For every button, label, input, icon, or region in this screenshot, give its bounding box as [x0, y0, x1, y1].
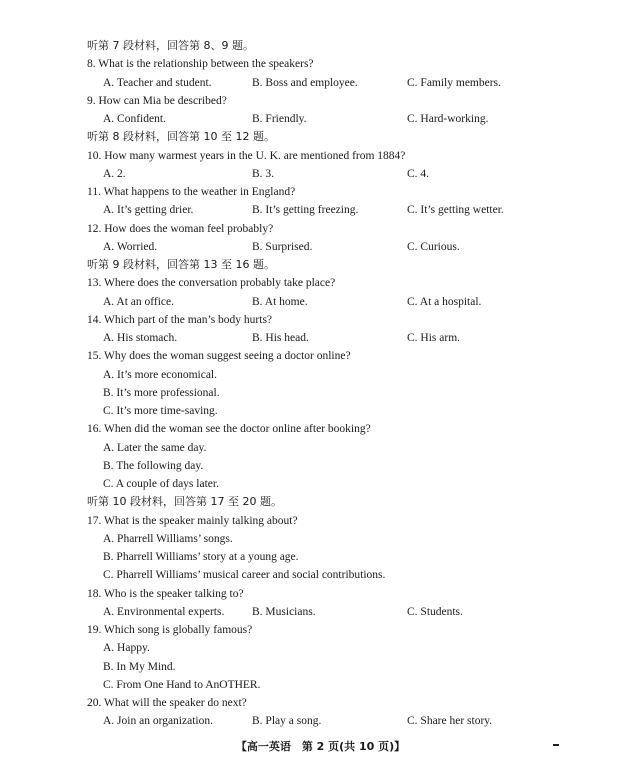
answer-option: B. Play a song. — [252, 715, 322, 728]
answer-option: C. Pharrell Williams’ musical career and social contributions. — [103, 569, 386, 582]
answer-option: A. Later the same day. — [103, 441, 207, 454]
question-text: 8. What is the relationship between the speakers? — [87, 58, 314, 71]
answer-option: C. It’s getting wetter. — [407, 204, 504, 217]
answer-option: A. Environmental experts. — [103, 605, 225, 618]
question-text: 14. Which part of the man’s body hurts? — [87, 313, 273, 326]
answer-option: C. A couple of days later. — [103, 478, 219, 490]
question-text: 12. How does the woman feel probably? — [87, 222, 274, 235]
answer-option: A. Confident. — [103, 113, 166, 125]
question-text: 19. Which song is globally famous? — [87, 624, 253, 636]
answer-option: C. It’s more time-saving. — [103, 405, 218, 417]
answer-option: B. Surprised. — [252, 240, 313, 253]
question-text: 20. What will the speaker do next? — [87, 697, 247, 709]
question-text: 9. How can Mia be described? — [87, 94, 227, 107]
answer-option: C. His arm. — [407, 332, 461, 344]
question-text: 16. When did the woman see the doctor online after booking? — [87, 423, 371, 436]
answer-option: B. Boss and employee. — [252, 76, 358, 89]
answer-option: C. Hard-working. — [407, 113, 489, 125]
answer-option: A. Happy. — [103, 642, 150, 655]
page-footer: 【高一英语 第 2 页(共 10 页)】 — [235, 740, 406, 753]
answer-option: A. His stomach. — [103, 332, 178, 344]
answer-option: C. Students. — [407, 605, 463, 618]
answer-option: A. It’s more economical. — [103, 368, 218, 381]
section-instruction: 听第 7 段材料，回答第 8、9 题。 — [87, 39, 254, 52]
answer-option: A. At an office. — [103, 295, 175, 308]
question-text: 13. Where does the conversation probably take place? — [87, 277, 336, 290]
answer-option: B. In My Mind. — [103, 660, 176, 673]
answer-option: C. 4. — [407, 167, 430, 180]
answer-option: A. Pharrell Williams’ songs. — [103, 532, 233, 545]
answer-option: C. Family members. — [407, 76, 501, 89]
question-text: 18. Who is the speaker talking to? — [87, 587, 244, 600]
answer-option: B. 3. — [252, 167, 275, 180]
question-text: 17. What is the speaker mainly talking about? — [87, 514, 298, 527]
question-text: 10. How many warmest years in the U. K. are mentioned from 1884? — [87, 149, 406, 162]
answer-option: B. At home. — [252, 295, 308, 308]
answer-option: B. Musicians. — [252, 605, 316, 618]
question-text: 11. What happens to the weather in England? — [87, 186, 296, 198]
answer-option: B. His head. — [252, 332, 309, 344]
answer-option: B. Pharrell Williams’ story at a young age. — [103, 551, 299, 563]
section-instruction: 听第 8 段材料，回答第 10 至 12 题。 — [87, 130, 275, 144]
answer-option: C. From One Hand to AnOTHER. — [103, 678, 261, 691]
question-text: 15. Why does the woman suggest seeing a doctor online? — [87, 350, 351, 363]
answer-option: A. 2. — [103, 167, 126, 180]
answer-option: A. It’s getting drier. — [103, 204, 194, 217]
answer-option: B. It’s more professional. — [103, 386, 220, 399]
answer-option: B. It’s getting freezing. — [252, 204, 359, 217]
section-instruction: 听第 9 段材料，回答第 13 至 16 题。 — [87, 258, 275, 271]
corner-mark — [553, 744, 559, 746]
answer-option: C. Curious. — [407, 240, 460, 253]
answer-option: B. Friendly. — [252, 113, 307, 125]
answer-option: C. Share her story. — [407, 715, 493, 728]
answer-option: A. Join an organization. — [103, 715, 213, 728]
answer-option: A. Worried. — [103, 240, 158, 253]
section-instruction: 听第 10 段材料，回答第 17 至 20 题。 — [87, 495, 282, 509]
answer-option: A. Teacher and student. — [103, 76, 212, 89]
answer-option: C. At a hospital. — [407, 295, 482, 308]
answer-option: B. The following day. — [103, 459, 204, 472]
